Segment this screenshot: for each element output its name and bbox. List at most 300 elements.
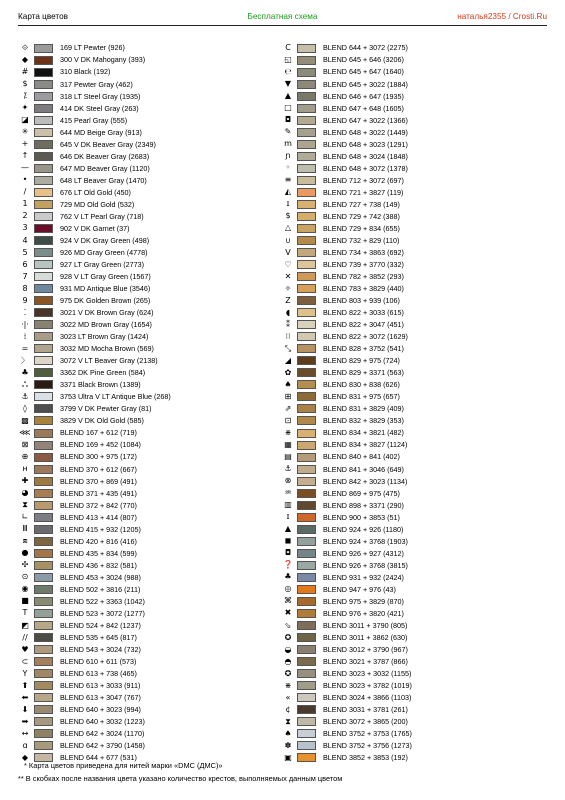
color-key-row (18, 210, 268, 222)
color-key-row (281, 656, 531, 668)
color-key-row (281, 295, 531, 307)
color-name: 645 V DK Beaver Gray (2349) (60, 139, 156, 149)
color-swatch (297, 753, 316, 762)
stitch-symbol-icon: ◆ (21, 55, 29, 65)
color-key-row (281, 162, 531, 174)
color-key-row (281, 307, 531, 319)
color-swatch (34, 248, 53, 257)
stitch-symbol-icon: ◓ (284, 656, 292, 666)
color-name: 646 DK Beaver Gray (2683) (60, 151, 150, 161)
color-key-row (18, 42, 268, 54)
color-key-row (281, 668, 531, 680)
color-name: BLEND 869 + 975 (475) (323, 488, 400, 498)
color-key-row (18, 692, 268, 704)
stitch-symbol-icon: ⋘ (19, 428, 31, 438)
color-name: BLEND 926 + 3768 (3815) (323, 560, 408, 570)
stitch-symbol-icon: ⚓ (284, 464, 292, 474)
color-swatch (297, 212, 316, 221)
color-key-row (18, 716, 268, 728)
stitch-symbol-icon: 1 (22, 199, 28, 209)
stitch-symbol-icon: ◉ (21, 584, 29, 594)
color-key-row (18, 198, 268, 210)
color-swatch (34, 741, 53, 750)
page-header (18, 12, 547, 26)
stitch-symbol-icon: m (284, 139, 292, 149)
stitch-symbol-icon: ◩ (21, 620, 29, 630)
color-swatch (297, 56, 316, 65)
color-name: BLEND 372 + 842 (770) (60, 500, 137, 510)
color-name: BLEND 3021 + 3787 (866) (323, 657, 408, 666)
color-name: 3072 V LT Beaver Gray (2138) (60, 356, 158, 366)
color-name: BLEND 645 + 3022 (1884) (323, 79, 408, 89)
color-key-row (281, 499, 531, 511)
stitch-symbol-icon: $ (285, 211, 291, 221)
color-swatch (34, 489, 53, 498)
color-swatch (297, 429, 316, 438)
color-swatch (297, 356, 316, 365)
stitch-symbol-icon: C (285, 43, 291, 53)
color-key-row (18, 379, 268, 391)
color-swatch (297, 741, 316, 750)
stitch-symbol-icon: ♥ (21, 644, 29, 654)
stitch-symbol-icon: ⁝⁝ (285, 331, 291, 341)
color-swatch (34, 441, 53, 450)
color-swatch (297, 453, 316, 462)
color-key-row (281, 475, 531, 487)
stitch-symbol-icon: ⊂ (21, 656, 29, 666)
color-key-row (18, 259, 268, 271)
color-key-row (18, 343, 268, 355)
color-name: 926 MD Gray Green (4778) (60, 247, 148, 257)
color-swatch (34, 176, 53, 185)
color-key-row (18, 66, 268, 78)
color-name: BLEND 648 + 3072 (1378) (323, 163, 408, 173)
color-swatch (34, 368, 53, 377)
color-swatch (297, 573, 316, 582)
color-swatch (34, 92, 53, 101)
color-name: 644 MD Beige Gray (913) (60, 127, 142, 137)
color-name: BLEND 721 + 3827 (119) (323, 187, 404, 197)
color-swatch (34, 416, 53, 425)
color-swatch (297, 441, 316, 450)
color-key-row (281, 439, 531, 451)
color-name: BLEND 648 + 3022 (1449) (323, 127, 408, 137)
color-swatch (34, 573, 53, 582)
color-swatch (34, 68, 53, 77)
stitch-symbol-icon: ✎ (284, 127, 292, 137)
stitch-symbol-icon: ⧈ (22, 536, 28, 546)
color-name: 3362 DK Pine Green (584) (60, 368, 146, 378)
stitch-symbol-icon: ◆ (21, 752, 29, 762)
color-key-row (18, 680, 268, 692)
color-key-row (281, 138, 531, 150)
color-name: 414 DK Steel Gray (263) (60, 103, 139, 113)
color-key-row (281, 463, 531, 475)
color-swatch (297, 164, 316, 173)
color-name: BLEND 413 + 414 (807) (60, 512, 137, 522)
color-key-row (18, 162, 268, 174)
color-name: BLEND 523 + 3072 (1277) (60, 608, 145, 618)
color-name: BLEND 535 + 645 (817) (60, 632, 137, 642)
stitch-symbol-icon: ⤡ (284, 343, 292, 353)
color-swatch (297, 176, 316, 185)
stitch-symbol-icon: 9 (22, 295, 28, 305)
stitch-symbol-icon: ● (21, 548, 29, 558)
color-name: 415 Pearl Gray (555) (60, 115, 128, 125)
color-key-row (281, 716, 531, 728)
stitch-symbol-icon: ⊠ (21, 440, 29, 450)
color-key-row (18, 571, 268, 583)
color-swatch (34, 717, 53, 726)
stitch-symbol-icon: ▩ (21, 415, 29, 425)
stitch-symbol-icon: ✣ (21, 560, 29, 570)
color-name: BLEND 370 + 869 (491) (60, 476, 137, 486)
color-swatch (34, 164, 53, 173)
stitch-symbol-icon: ▣ (284, 752, 292, 762)
stitch-symbol-icon: ◪ (21, 115, 29, 125)
color-key-row (281, 210, 531, 222)
color-name: BLEND 729 + 834 (655) (323, 223, 400, 233)
color-key-row (18, 439, 268, 451)
color-name: BLEND 640 + 3032 (1223) (60, 717, 145, 727)
color-key-row (281, 535, 531, 547)
color-name: BLEND 522 + 3363 (1042) (60, 596, 145, 606)
color-swatch (297, 657, 316, 666)
color-key-row (18, 54, 268, 66)
color-key-row (18, 607, 268, 619)
stitch-symbol-icon: ⁑ (286, 319, 290, 329)
color-key-row (281, 54, 531, 66)
color-key-row (281, 102, 531, 114)
color-key-row (18, 307, 268, 319)
color-swatch (297, 68, 316, 77)
stitch-symbol-icon: ▤ (284, 452, 292, 462)
color-key-row (18, 595, 268, 607)
color-name: BLEND 3031 + 3781 (261) (323, 705, 408, 715)
color-key-row (18, 102, 268, 114)
color-swatch (34, 284, 53, 293)
stitch-symbol-icon: ↑ (21, 151, 29, 161)
stitch-symbol-icon: ¢ (285, 704, 291, 714)
stitch-symbol-icon: ↔ (21, 728, 29, 738)
color-name: 676 LT Old Gold (450) (60, 187, 131, 197)
color-name: BLEND 610 + 611 (573) (60, 657, 137, 666)
stitch-symbol-icon: ⋇ (284, 428, 292, 438)
color-key-row (18, 331, 268, 343)
color-swatch (34, 669, 53, 678)
stitch-symbol-icon: T (22, 608, 28, 618)
color-key-row (281, 66, 531, 78)
color-swatch (297, 236, 316, 245)
color-swatch (34, 525, 53, 534)
color-name: BLEND 543 + 3024 (732) (60, 644, 141, 654)
color-swatch (297, 224, 316, 233)
color-swatch (34, 404, 53, 413)
color-name: BLEND 829 + 3371 (563) (323, 368, 404, 378)
color-swatch (297, 152, 316, 161)
stitch-symbol-icon: ▲ (284, 91, 292, 101)
color-name: BLEND 642 + 3024 (1170) (60, 729, 145, 739)
color-swatch (34, 200, 53, 209)
stitch-symbol-icon: + (21, 139, 29, 149)
stitch-symbol-icon: ◖ (285, 307, 291, 317)
color-swatch (34, 344, 53, 353)
stitch-symbol-icon: ◕ (21, 488, 29, 498)
color-swatch (34, 308, 53, 317)
stitch-symbol-icon: ♡ (284, 259, 292, 269)
color-key-row (281, 607, 531, 619)
stitch-symbol-icon: 7 (22, 271, 28, 281)
color-name: BLEND 834 + 3821 (482) (323, 428, 404, 438)
color-name: BLEND 640 + 3023 (994) (60, 705, 141, 715)
color-swatch (34, 80, 53, 89)
color-key-row (18, 559, 268, 571)
color-name: BLEND 832 + 3829 (353) (323, 416, 404, 426)
color-key-row (18, 644, 268, 656)
stitch-symbol-icon: ◭ (284, 187, 292, 197)
color-name: 3799 V DK Pewter Gray (81) (60, 404, 152, 414)
color-swatch (297, 404, 316, 413)
header-author-link[interactable]: наталья2355 / Crosti.Ru (457, 12, 547, 21)
color-swatch (297, 296, 316, 305)
color-key-row (281, 150, 531, 162)
color-name: 318 LT Steel Gray (1935) (60, 91, 141, 101)
color-key-row (18, 319, 268, 331)
color-name: 931 MD Antique Blue (3546) (60, 284, 151, 294)
color-key-row (18, 415, 268, 427)
color-swatch (297, 681, 316, 690)
color-key-row (281, 42, 531, 54)
color-name: BLEND 712 + 3072 (697) (323, 175, 404, 185)
color-key-row (18, 547, 268, 559)
color-name: BLEND 3852 + 3853 (192) (323, 753, 408, 763)
stitch-symbol-icon: 〉 (21, 355, 29, 365)
color-key-row (281, 547, 531, 559)
color-key-row (281, 331, 531, 343)
color-key-row (281, 78, 531, 90)
color-name: BLEND 732 + 829 (110) (323, 235, 400, 245)
stitch-symbol-icon: ⊡ (284, 415, 292, 425)
color-key-row (281, 595, 531, 607)
color-swatch (297, 561, 316, 570)
stitch-symbol-icon: ⚓ (21, 391, 29, 401)
stitch-symbol-icon: ◒ (284, 644, 292, 654)
color-swatch (34, 609, 53, 618)
color-swatch (34, 513, 53, 522)
color-key-row (18, 235, 268, 247)
color-key-row (281, 523, 531, 535)
color-name: 928 V LT Gray Green (1567) (60, 272, 151, 281)
color-key-row (281, 319, 531, 331)
stitch-symbol-icon: ✧ (284, 283, 292, 293)
color-key-row (281, 620, 531, 632)
color-swatch (34, 585, 53, 594)
color-name: BLEND 831 + 3829 (409) (323, 404, 404, 414)
color-name: BLEND 3011 + 3790 (805) (323, 620, 408, 630)
color-key-row (18, 403, 268, 415)
color-key-row (281, 198, 531, 210)
color-swatch (297, 308, 316, 317)
color-swatch (297, 344, 316, 353)
color-name: BLEND 782 + 3852 (293) (323, 272, 404, 281)
stitch-symbol-icon: ♠ (284, 379, 292, 389)
color-swatch (34, 236, 53, 245)
stitch-symbol-icon: ♠ (284, 728, 292, 738)
color-swatch (34, 380, 53, 389)
color-swatch (297, 272, 316, 281)
color-name: BLEND 924 + 3768 (1903) (323, 536, 408, 546)
stitch-symbol-icon: ∟ (21, 512, 29, 522)
color-name: BLEND 783 + 3829 (440) (323, 284, 404, 294)
color-key-row (18, 222, 268, 234)
color-key-row (18, 499, 268, 511)
color-key-row (281, 740, 531, 752)
color-swatch (297, 597, 316, 606)
color-key-row (18, 78, 268, 90)
color-key-row (281, 692, 531, 704)
color-name: 3829 V DK Old Gold (585) (60, 416, 144, 426)
color-swatch (297, 669, 316, 678)
color-name: BLEND 613 + 3033 (911) (60, 681, 141, 691)
color-name: BLEND 3012 + 3790 (967) (323, 644, 408, 654)
color-name: 647 MD Beaver Gray (1120) (60, 163, 150, 173)
color-key-row (281, 511, 531, 523)
color-name: BLEND 831 + 975 (657) (323, 392, 400, 402)
color-name: BLEND 167 + 612 (719) (60, 428, 137, 438)
color-name: BLEND 645 + 646 (3206) (323, 55, 404, 65)
stitch-symbol-icon: ◢ (284, 355, 292, 365)
color-name: BLEND 644 + 677 (531) (60, 753, 137, 763)
color-swatch (34, 224, 53, 233)
footnote-stitch-count: ** В скобках после названия цвета указано количество крестов, выполняемых данным цветом (18, 774, 343, 783)
color-key-row (281, 90, 531, 102)
color-key-row (281, 728, 531, 740)
color-swatch (297, 248, 316, 257)
color-name: 3753 Ultra V LT Antique Blue (268) (60, 392, 171, 402)
stitch-symbol-icon: ❓ (283, 560, 293, 570)
color-key-row (18, 114, 268, 126)
color-key-row (281, 235, 531, 247)
color-key-row (281, 451, 531, 463)
header-subtitle: Бесплатная схема (247, 12, 318, 21)
stitch-symbol-icon: ⧗ (285, 716, 291, 726)
stitch-symbol-icon: ✪ (284, 668, 292, 678)
color-swatch (297, 368, 316, 377)
color-name: 317 Pewter Gray (462) (60, 79, 133, 89)
color-name: BLEND 644 + 3072 (2275) (323, 43, 408, 53)
color-swatch (297, 513, 316, 522)
stitch-symbol-icon: / (23, 187, 27, 197)
color-name: BLEND 822 + 3033 (615) (323, 308, 404, 318)
color-name: BLEND 3011 + 3862 (630) (323, 632, 408, 642)
color-swatch (34, 429, 53, 438)
color-name: BLEND 900 + 3853 (51) (323, 512, 400, 522)
color-name: BLEND 842 + 3023 (1134) (323, 476, 408, 486)
stitch-symbol-icon: ⁚ (23, 307, 27, 317)
color-swatch (297, 717, 316, 726)
color-name: 927 LT Gray Green (2773) (60, 259, 145, 269)
color-swatch (297, 332, 316, 341)
color-key-row (281, 571, 531, 583)
stitch-symbol-icon: ✿ (284, 367, 292, 377)
color-swatch (34, 597, 53, 606)
color-swatch (297, 537, 316, 546)
stitch-symbol-icon: Ⅲ (22, 524, 28, 534)
color-swatch (34, 128, 53, 137)
color-name: BLEND 898 + 3371 (290) (323, 500, 404, 510)
color-name: 648 LT Beaver Gray (1470) (60, 175, 147, 185)
color-name: BLEND 734 + 3863 (692) (323, 247, 404, 257)
color-swatch (34, 693, 53, 702)
color-swatch (297, 585, 316, 594)
stitch-symbol-icon: ◊ (23, 403, 27, 413)
stitch-symbol-icon: # (21, 67, 29, 77)
color-swatch (34, 272, 53, 281)
stitch-symbol-icon: ✦ (21, 103, 29, 113)
color-swatch (297, 549, 316, 558)
stitch-symbol-icon: ◘ (284, 548, 292, 558)
color-name: BLEND 841 + 3046 (649) (323, 464, 404, 474)
color-name: BLEND 415 + 932 (1205) (60, 524, 141, 534)
color-key-row (18, 475, 268, 487)
color-key-row (18, 174, 268, 186)
color-name: BLEND 830 + 838 (626) (323, 380, 400, 390)
stitch-symbol-icon: ஃ (21, 379, 29, 389)
color-name: 762 V LT Pearl Gray (718) (60, 211, 144, 221)
color-name: BLEND 370 + 612 (667) (60, 464, 137, 474)
color-key-row (18, 704, 268, 716)
color-key-row (18, 668, 268, 680)
color-key-row (18, 632, 268, 644)
color-swatch (297, 284, 316, 293)
stitch-symbol-icon: = (21, 343, 29, 353)
color-name: BLEND 3024 + 3866 (1103) (323, 693, 412, 703)
stitch-symbol-icon: △ (284, 223, 292, 233)
color-swatch (34, 561, 53, 570)
color-key-row (281, 367, 531, 379)
color-swatch (34, 729, 53, 738)
color-swatch (34, 621, 53, 630)
color-swatch (297, 621, 316, 630)
stitch-symbol-icon: ⬇ (21, 704, 29, 714)
color-name: BLEND 648 + 3023 (1291) (323, 139, 408, 149)
color-key-row (281, 355, 531, 367)
color-swatch (34, 392, 53, 401)
color-key-row (281, 415, 531, 427)
stitch-symbol-icon: « (285, 692, 291, 702)
stitch-symbol-icon: V (285, 247, 291, 257)
color-swatch (297, 104, 316, 113)
stitch-symbol-icon: Y (22, 668, 28, 678)
color-name: BLEND 169 + 452 (1084) (60, 440, 141, 450)
color-key-row (281, 680, 531, 692)
color-name: BLEND 647 + 3022 (1366) (323, 115, 408, 125)
stitch-symbol-icon: ✚ (21, 476, 29, 486)
color-name: BLEND 613 + 3047 (767) (60, 693, 141, 703)
color-swatch (34, 453, 53, 462)
color-swatch (297, 380, 316, 389)
color-name: BLEND 834 + 3827 (1124) (323, 440, 408, 450)
stitch-symbol-icon: ɪ (286, 199, 290, 209)
color-swatch (34, 260, 53, 269)
stitch-symbol-icon: ✽ (284, 740, 292, 750)
color-swatch (297, 729, 316, 738)
stitch-symbol-icon: ⧗ (22, 500, 28, 510)
color-swatch (297, 705, 316, 714)
stitch-symbol-icon: ✪ (284, 632, 292, 642)
color-name: BLEND 613 + 738 (465) (60, 669, 137, 679)
color-key-row (18, 295, 268, 307)
